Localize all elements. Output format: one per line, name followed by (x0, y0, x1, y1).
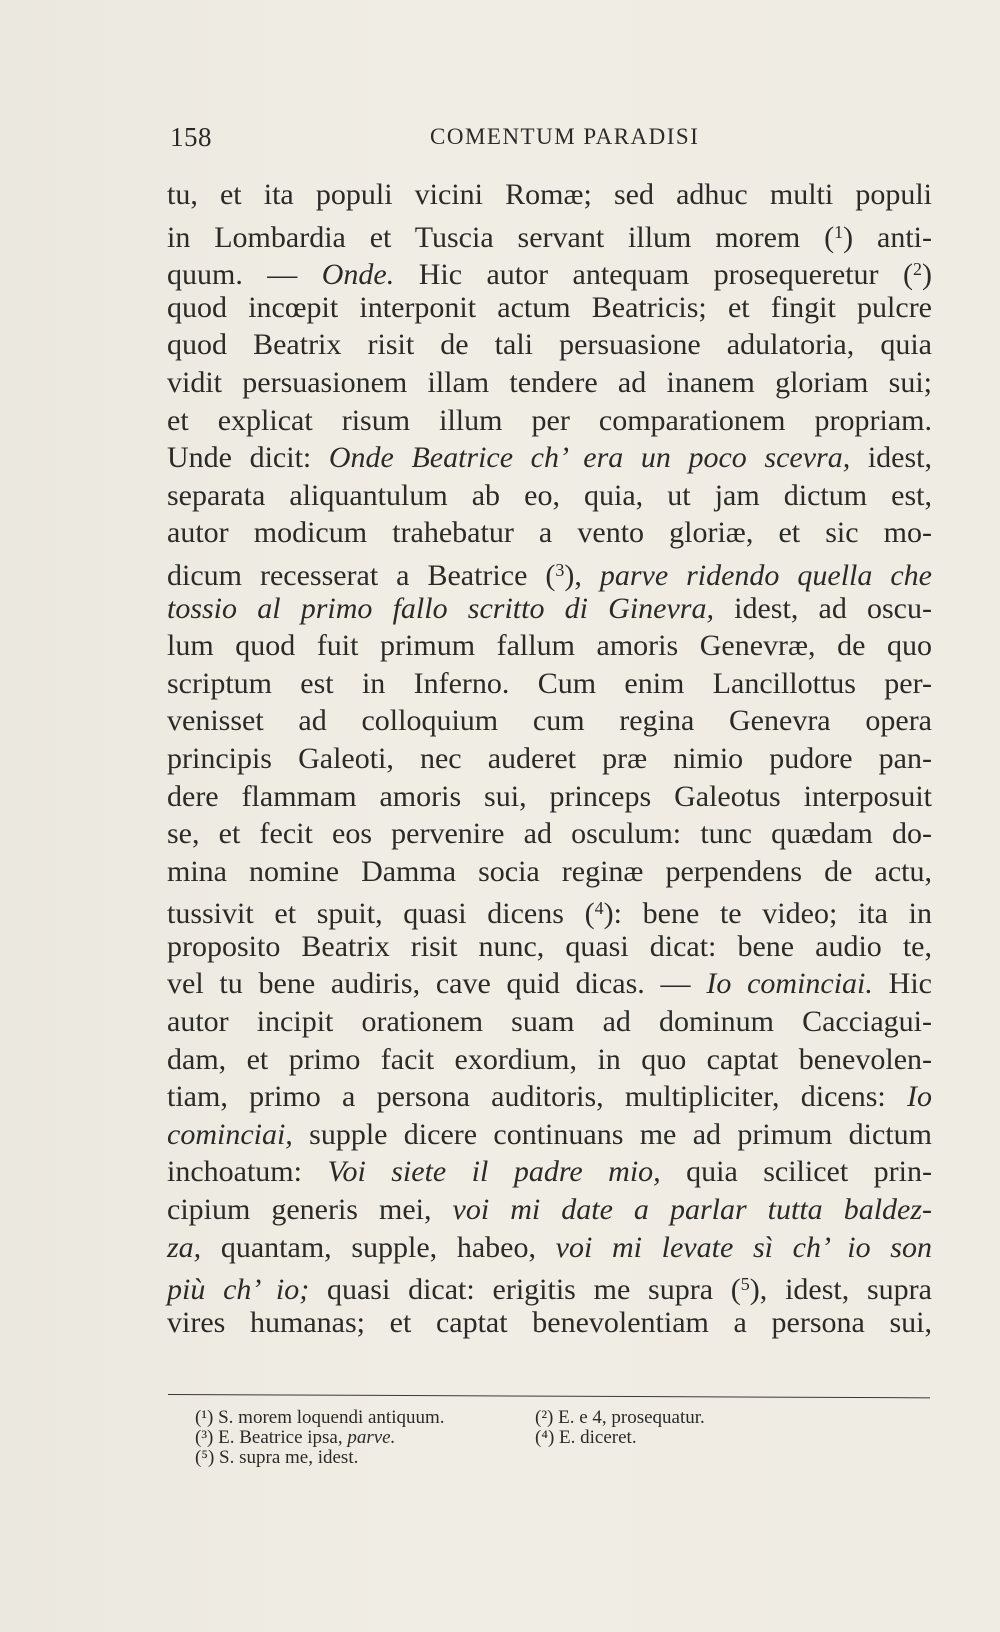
italic-quote: voi mi levate sì ch’ io son (555, 1230, 932, 1264)
text-segment: et explicat risum illum per comparationem propriam. (167, 403, 932, 437)
text-line (167, 702, 932, 740)
text-segment: ) anti- (843, 220, 932, 254)
italic-quote: parve ridendo quella che (599, 558, 932, 592)
text-line (167, 627, 932, 665)
text-line (167, 665, 932, 703)
italic-quote: più ch’ io; (167, 1273, 310, 1307)
text-segment: scriptum est in Inferno. Cum enim Lancillottus per- (167, 666, 932, 700)
running-title: COMENTUM PARADISI (430, 124, 700, 149)
text-line (167, 552, 932, 590)
text-segment: tu, et ita populi vicini Romæ; sed adhuc multi populi (167, 178, 932, 211)
text-segment: ): bene te video; ita in (603, 897, 932, 931)
text-line (167, 815, 932, 853)
text-segment: quod Beatrix risit de tali persuasione adulatoria, quia (167, 328, 932, 362)
footnote-marker: 4 (594, 898, 604, 919)
text-line (167, 214, 932, 252)
text-segment: cipium generis mei, (167, 1193, 453, 1227)
page-number: 158 (170, 122, 212, 152)
footnote-5: (⁵) S. supra me, idest. (195, 1447, 359, 1468)
text-segment: ), idest, supra (749, 1273, 932, 1307)
italic-quote: voi mi date a parlar tutta baldez- (452, 1193, 933, 1227)
text-line (167, 402, 932, 440)
text-segment: inchoatum: (167, 1155, 328, 1189)
text-line (167, 590, 932, 628)
text-line (167, 439, 932, 477)
italic-quote: tossio al primo fallo scritto di Ginevra, (167, 591, 714, 625)
text-segment: vidit persuasionem illam tendere ad inanem gloriam sui; (167, 365, 932, 399)
text-segment: autor modicum trahebatur a vento gloriæ, et sic mo- (167, 516, 932, 550)
text-segment: idest, ad oscu- (713, 591, 932, 625)
text-segment: vires humanas; et captat benevolentiam a persona sui, (167, 1305, 932, 1339)
text-line (167, 1229, 932, 1267)
text-segment: autor incipit orationem suam ad dominum Cacciagui- (167, 1005, 932, 1039)
italic-quote: Io cominciai. (706, 967, 873, 1001)
footnote-3 (195, 1428, 535, 1448)
text-line (167, 1266, 932, 1307)
footnote-row (195, 1408, 895, 1428)
footnote-marker: 3 (555, 559, 565, 580)
body-text (167, 176, 932, 1341)
text-segment: Unde dicit: (167, 441, 329, 475)
text-line (167, 890, 932, 931)
text-segment: ), (564, 558, 600, 592)
text-segment: supple dicere continuans me ad primum dictum (292, 1117, 932, 1151)
text-segment: se, et fecit eos pervenire ad osculum: tunc quædam do- (167, 817, 932, 851)
text-line (167, 740, 932, 778)
text-segment: idest, (850, 441, 932, 475)
text-line (167, 1041, 932, 1079)
text-segment: quod incœpit interponit actum Beatricis; et fingit pulcre (167, 290, 932, 324)
text-line (167, 289, 932, 327)
footnote-1: (¹) S. morem loquendi antiquum. (195, 1407, 445, 1428)
italic-quote: za, (167, 1230, 202, 1264)
italic-quote: Io (907, 1080, 932, 1114)
text-line (167, 1116, 932, 1154)
footnote-marker: 5 (740, 1274, 750, 1295)
text-segment: quasi dicat: erigitis me supra ( (309, 1273, 741, 1307)
text-segment: quantam, supple, habeo, (201, 1230, 556, 1264)
italic-quote: Onde Beatrice ch’ era un poco scevra, (328, 441, 851, 475)
italic-quote: cominciai, (167, 1117, 293, 1151)
text-line (167, 477, 932, 515)
text-segment: lum quod fuit primum fallum amoris Genevræ, de quo (167, 629, 932, 663)
text-segment: mina nomine Damma socia reginæ perpendens de actu, (167, 854, 932, 888)
text-line (167, 176, 932, 214)
italic-quote: Onde. (321, 258, 395, 292)
page-header (170, 122, 930, 162)
text-line (167, 853, 932, 891)
text-segment: ) (922, 258, 932, 292)
text-segment: dere flammam amoris sui, princeps Galeotus interposuit (167, 779, 932, 813)
text-line (167, 1304, 932, 1342)
text-segment: tiam, primo a persona auditoris, multipliciter, dicens: (167, 1080, 907, 1114)
footnote-rule (168, 1394, 930, 1398)
italic-quote: Voi siete il padre mio, (327, 1155, 661, 1189)
text-segment: venisset ad colloquium cum regina Genevra opera (167, 704, 932, 738)
text-line (167, 928, 932, 966)
text-segment: tussivit et spuit, quasi dicens ( (167, 897, 595, 931)
text-segment: quum. — (167, 258, 322, 292)
footnote-3-text: (³) E. Beatrice ipsa, (195, 1427, 348, 1448)
text-segment: in Lombardia et Tuscia servant illum morem ( (167, 220, 835, 254)
text-line (167, 1078, 932, 1116)
text-segment: principis Galeoti, nec auderet præ nimio pudore pan- (167, 741, 932, 775)
text-segment: Hic autor antequam prosequeretur ( (394, 258, 913, 292)
footnotes (195, 1408, 895, 1468)
text-segment: separata aliquantulum ab eo, quia, ut jam dictum est, (167, 478, 932, 512)
text-segment: dicum recesserat a Beatrice ( (167, 558, 556, 592)
text-line (167, 1191, 932, 1229)
text-segment: dam, et primo facit exordium, in quo captat benevolen- (167, 1042, 932, 1076)
text-segment: Hic (872, 967, 932, 1001)
footnote-2: (²) E. e 4, prosequatur. (535, 1407, 705, 1428)
text-line (167, 364, 932, 402)
footnote-marker: 1 (834, 221, 844, 242)
text-line (167, 965, 932, 1003)
footnote-4: (⁴) E. diceret. (535, 1427, 637, 1448)
text-segment: quia scilicet prin- (660, 1155, 932, 1189)
text-line (167, 1003, 932, 1041)
footnote-row (195, 1448, 895, 1468)
text-line (167, 1153, 932, 1191)
footnote-marker: 2 (913, 259, 922, 280)
text-segment: proposito Beatrix risit nunc, quasi dicat: bene audio te, (167, 929, 932, 963)
footnote-row (195, 1428, 895, 1448)
text-line (167, 251, 932, 292)
text-line (167, 514, 932, 552)
footnote-3-italic: parve. (347, 1427, 396, 1448)
text-segment: vel tu bene audiris, cave quid dicas. — (167, 967, 707, 1001)
text-line (167, 326, 932, 364)
text-line (167, 778, 932, 816)
